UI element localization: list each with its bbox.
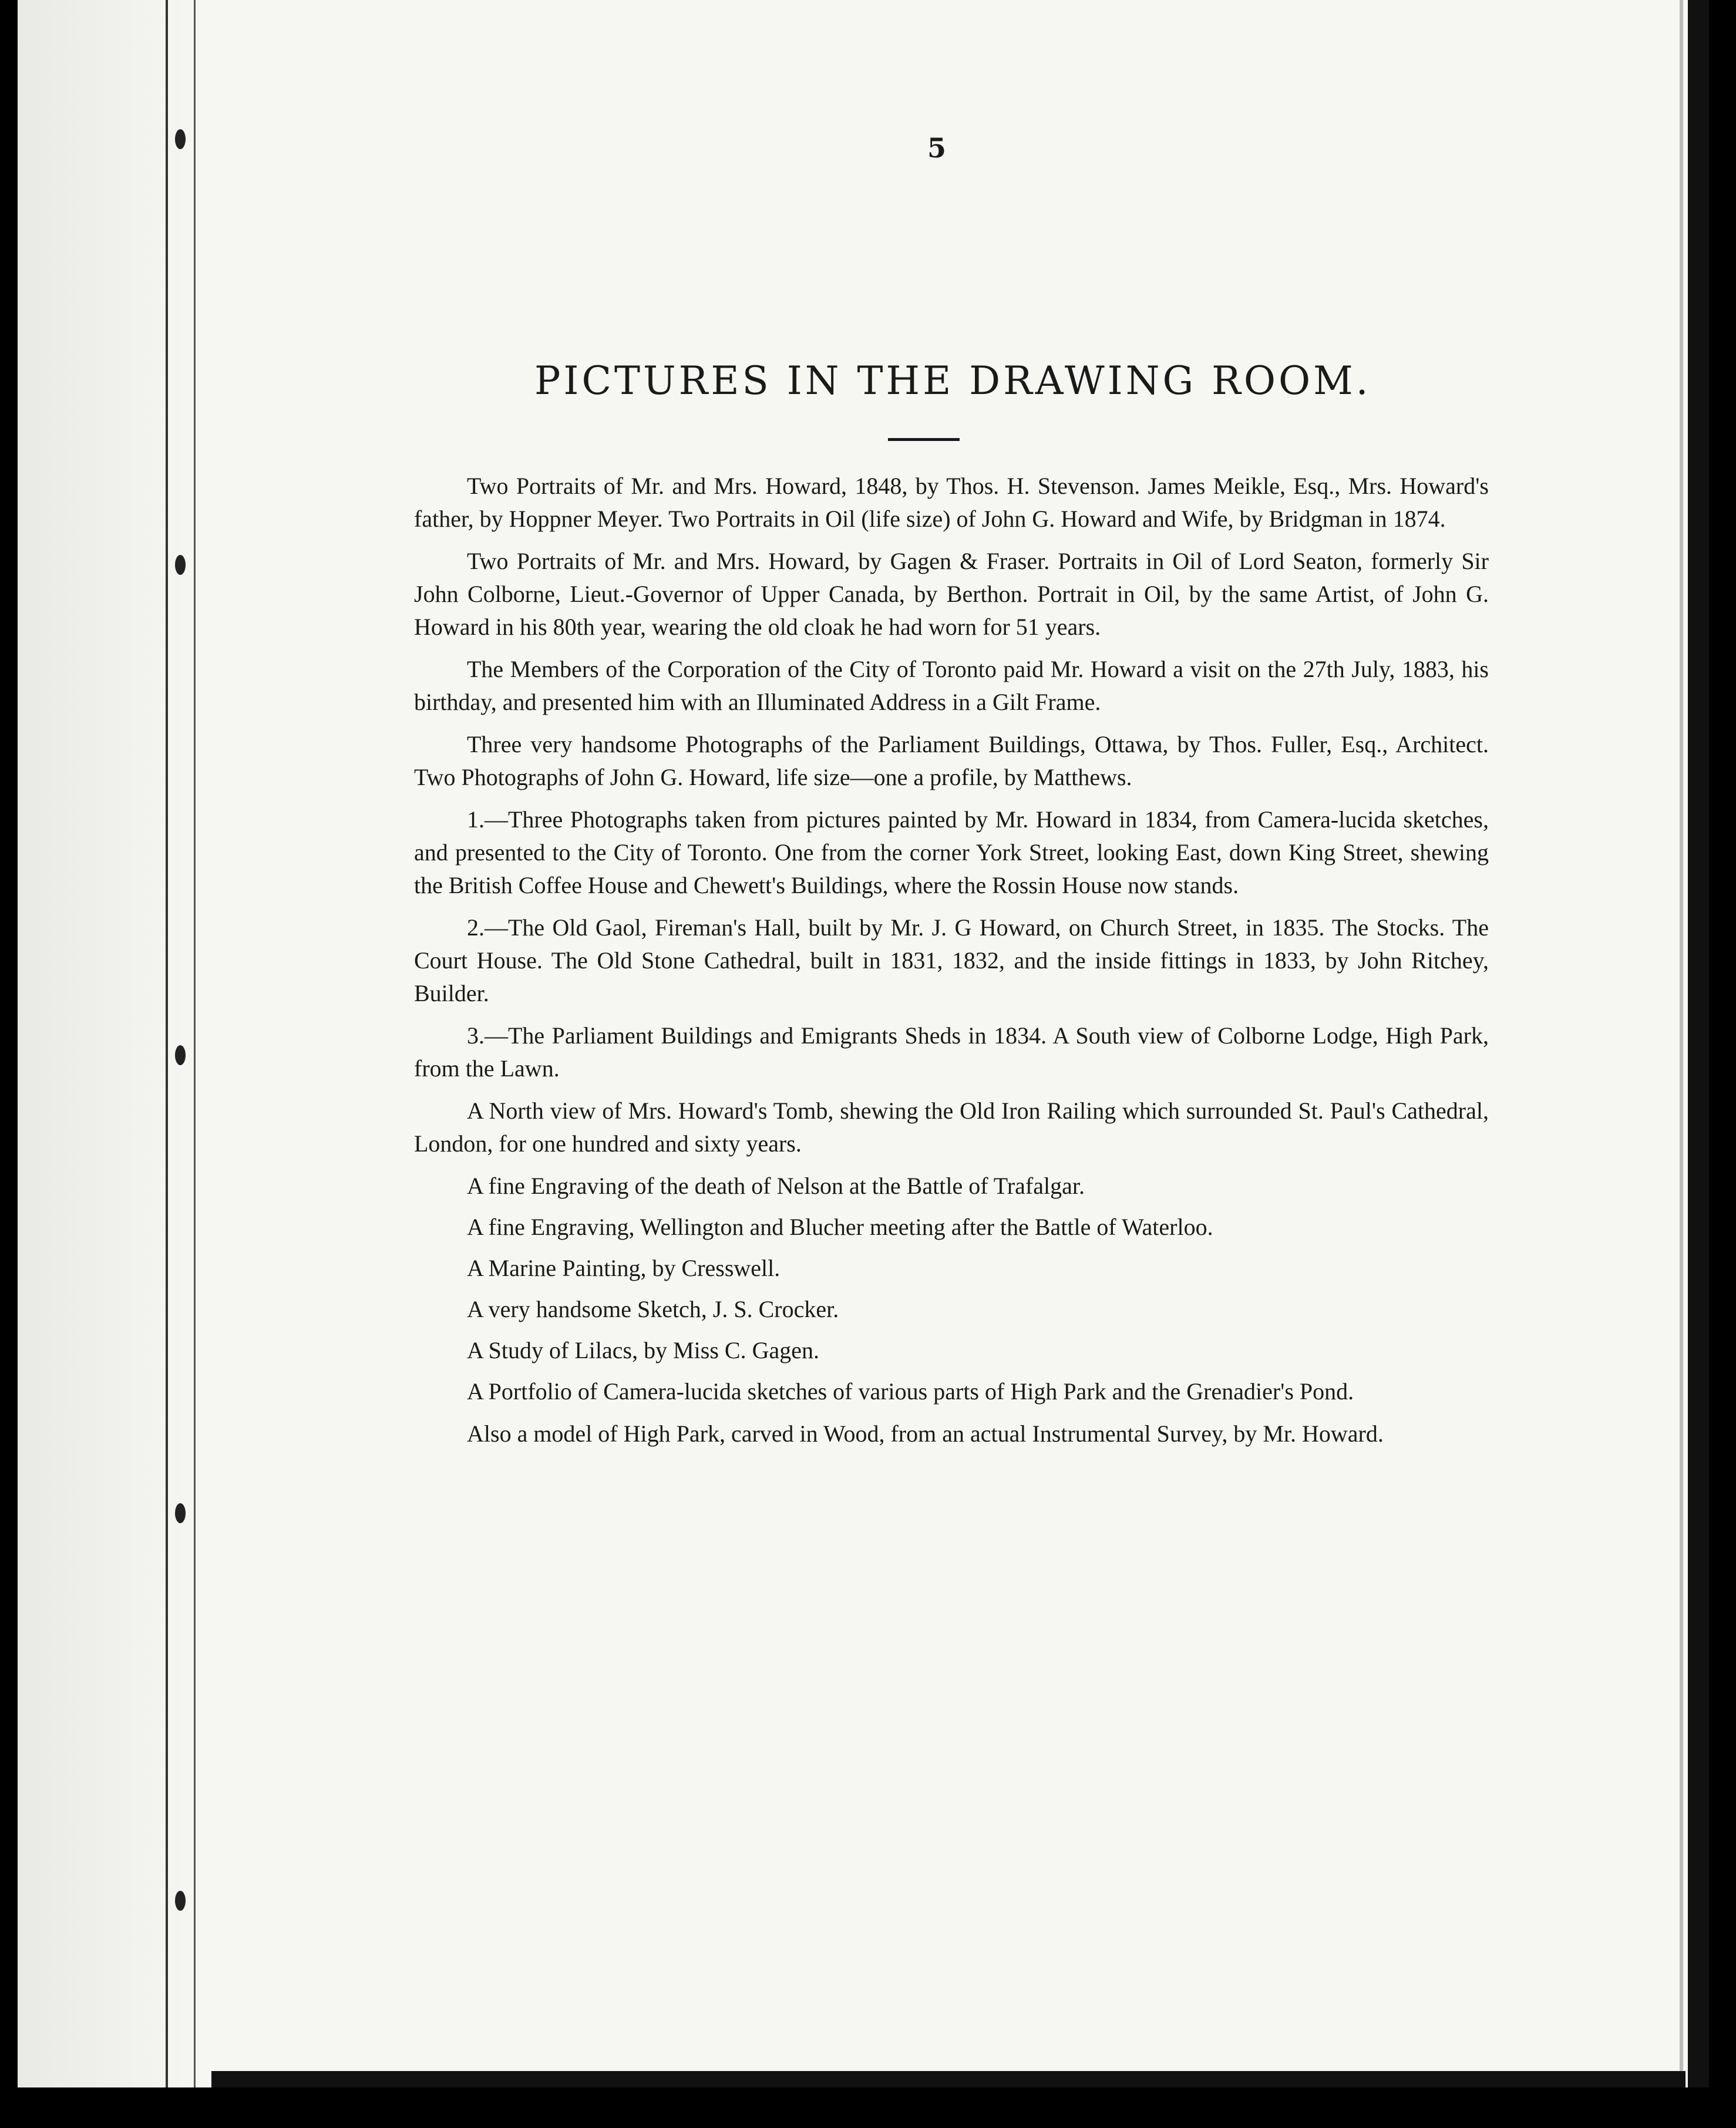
paragraph: Two Portraits of Mr. and Mrs. Howard, 1848, by Thos. H. Stevenson. James Meikle, Esq., Mrs. Howard's father, by Hoppner Meyer. Two Portraits in Oil (life size) of John G. Howard and Wife, by Bridgman in 1874. (414, 473, 1489, 532)
paragraph: A North view of Mrs. Howard's Tomb, shewing the Old Iron Railing which surrounded St. Paul's Cathedral, London, for one hundred and sixty years. (414, 1097, 1489, 1157)
binding-fold-line (194, 0, 196, 2087)
binding-stitch-mark (175, 1503, 186, 1523)
page-bottom-edge (211, 2071, 1685, 2087)
binding-edge-line (166, 0, 168, 2087)
paragraph: A fine Engraving, Wellington and Blucher meeting after the Battle of Waterloo. (467, 1214, 1213, 1240)
paragraph: A Portfolio of Camera-lucida sketches of various parts of High Park and the Grenadier's Pond. (467, 1378, 1354, 1405)
paragraph: A very handsome Sketch, J. S. Crocker. (467, 1296, 839, 1322)
scanned-page (18, 0, 1709, 2087)
page-right-edge-shadow (1680, 0, 1683, 2087)
paragraph: Three very handsome Photographs of the Parliament Buildings, Ottawa, by Thos. Fuller, Esq., Architect. Two Photographs of John G. Howard, life size—one a profile, by Matthews. (414, 731, 1489, 790)
page-gutter (18, 0, 200, 2087)
paragraph: 3.—The Parliament Buildings and Emigrants Sheds in 1834. A South view of Colborne Lodge, High Park, from the Lawn. (414, 1022, 1489, 1082)
paragraph: A Marine Painting, by Cresswell. (467, 1255, 780, 1281)
title-rule (888, 438, 960, 441)
paragraph: A Study of Lilacs, by Miss C. Gagen. (467, 1337, 819, 1363)
page-number: 5 (927, 132, 946, 164)
page-title: PICTURES IN THE DRAWING ROOM. (534, 358, 1371, 403)
page-right-edge (1688, 0, 1709, 2087)
paragraph: Also a model of High Park, carved in Wood, from an actual Instrumental Survey, by Mr. Howard. (467, 1420, 1384, 1447)
binding-stitch-mark (175, 555, 186, 575)
paragraph: Two Portraits of Mr. and Mrs. Howard, by Gagen & Fraser. Portraits in Oil of Lord Seaton, formerly Sir John Colborne, Lieut.-Governor of Upper Canada, by Berthon. Portrait in Oil, by the same Artist, of John G. Howard in his 80th year, wearing the old cloak he had worn for 51 years. (414, 548, 1489, 640)
body-text (414, 470, 1489, 1460)
binding-stitch-mark (175, 1891, 186, 1911)
paragraph: 1.—Three Photographs taken from pictures painted by Mr. Howard in 1834, from Camera-lucida sketches, and presented to the City of Toronto. One from the corner York Street, looking East, down King Street, shewing the British Coffee House and Chewett's Buildings, where the Rossin House now stands. (414, 806, 1489, 898)
binding-stitch-mark (175, 1045, 186, 1065)
paragraph: The Members of the Corporation of the City of Toronto paid Mr. Howard a visit on the 27th July, 1883, his birthday, and presented him with an Illuminated Address in a Gilt Frame. (414, 656, 1489, 715)
paragraph: A fine Engraving of the death of Nelson at the Battle of Trafalgar. (467, 1173, 1085, 1199)
paragraph: 2.—The Old Gaol, Fireman's Hall, built by Mr. J. G Howard, on Church Street, in 1835. The Stocks. The Court House. The Old Stone Cathedral, built in 1831, 1832, and the inside fittings in 1833, by John Ritchey, Builder. (414, 914, 1489, 1006)
